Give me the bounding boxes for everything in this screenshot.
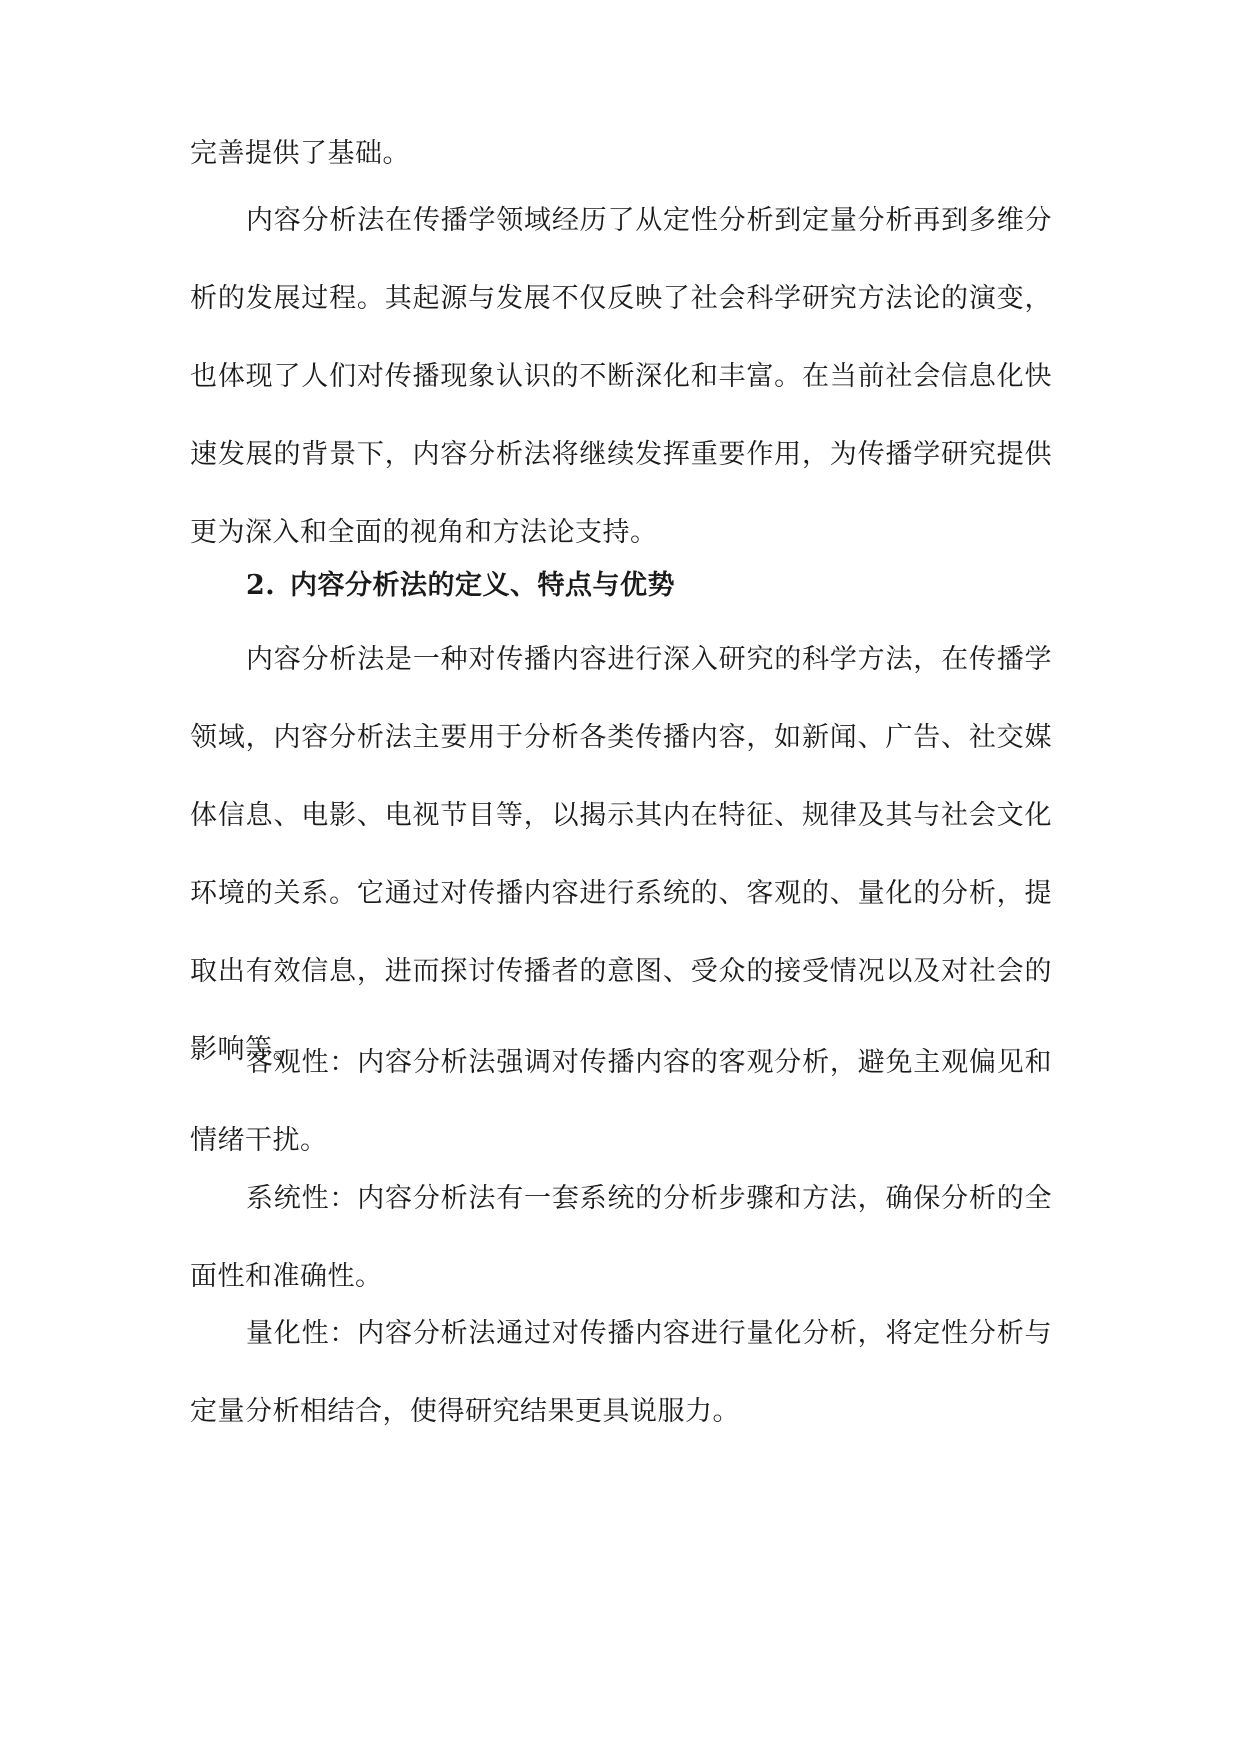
section-heading [246, 566, 1052, 606]
section-title: 内容分析法的定义、特点与优势 [290, 570, 675, 601]
paragraph-continuation: 完善提供了基础。 [190, 138, 410, 169]
paragraph-systematicity: 系统性：内容分析法有一套系统的分析步骤和方法，确保分析的全面性和准确性。 [190, 1183, 1052, 1292]
paragraph-development-summary: 内容分析法在传播学领域经历了从定性分析到定量分析再到多维分析的发展过程。其起源与发展不仅反映了社会科学研究方法论的演变，也体现了人们对传播现象认识的不断深化和丰富。在当前社会信息化快速发展的背景下，内容分析法将继续发挥重要作用，为传播学研究提供更为深入和全面的视角和方法论支持。 [190, 205, 1052, 548]
paragraph-objectivity: 客观性：内容分析法强调对传播内容的客观分析，避免主观偏见和情绪干扰。 [190, 1047, 1052, 1156]
paragraph-quantification: 量化性：内容分析法通过对传播内容进行量化分析，将定性分析与定量分析相结合，使得研究结果更具说服力。 [190, 1318, 1052, 1427]
section-number: 2. [246, 570, 276, 601]
paragraph-definition: 内容分析法是一种对传播内容进行深入研究的科学方法，在传播学领域，内容分析法主要用于分析各类传播内容，如新闻、广告、社交媒体信息、电影、电视节目等，以揭示其内在特征、规律及其与社会文化环境的关系。它通过对传播内容进行系统的、客观的、量化的分析，提取出有效信息，进而探讨传播者的意图、受众的接受情况以及对社会的影响等。 [190, 644, 1052, 1065]
